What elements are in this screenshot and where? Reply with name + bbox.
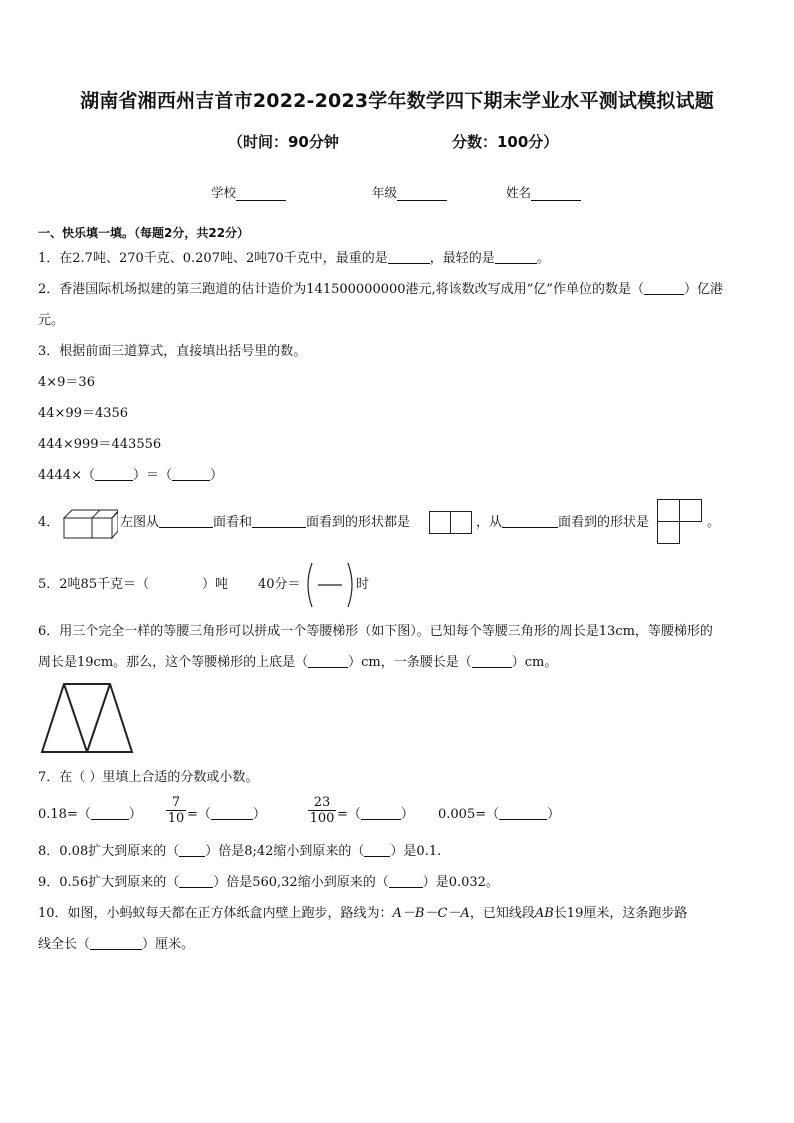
q3-intro: 3．根据前面三道算式，直接填出括号里的数。 (38, 344, 307, 359)
q7-blank-3[interactable] (361, 806, 401, 820)
q4-blank-2[interactable] (252, 514, 306, 528)
q7-p2-b: ） (252, 807, 266, 822)
name-field (506, 183, 581, 201)
q4-text-d: ，从 (476, 515, 503, 530)
q6-text-a: 周长是19cm。那么，这个等腰梯形的上底是（ (38, 655, 309, 670)
q3-eq4-c: ） (210, 468, 224, 483)
q6-line2 (38, 654, 557, 672)
name-blank[interactable] (531, 186, 581, 201)
q7-p1-b: ） (128, 807, 142, 822)
q1-blank-2[interactable] (495, 250, 537, 264)
q7-fraction-2 (308, 795, 336, 826)
q7-p4-a: 0.005=（ (438, 807, 500, 822)
q8-text-b: ）倍是8;42缩小到原来的（ (205, 844, 365, 859)
q7-p3-a: =（ (337, 807, 361, 822)
q8-text-a: 8．0.08扩大到原来的（ (38, 844, 180, 859)
question-8 (38, 843, 441, 861)
q9-blank-2[interactable] (389, 874, 423, 888)
q7-blank-2[interactable] (211, 806, 253, 820)
q10-text-a: 10．如图，小蚂蚁每天都在正方体纸盒内壁上跑步，路线为： (38, 906, 393, 921)
question-10 (38, 905, 687, 923)
q8-text-c: ）是0.1. (390, 844, 442, 859)
q2-text-b: ）亿港 (683, 282, 723, 297)
l-shape (657, 499, 705, 545)
q4-blank-1[interactable] (159, 514, 213, 528)
q7-p2-a: =（ (187, 807, 211, 822)
q8-blank-1[interactable] (179, 843, 205, 857)
q8-blank-2[interactable] (364, 843, 390, 857)
q2-text-a: 2．香港国际机场拟建的第三跑道的估计造价为141500000000港元,将该数改写成用“亿”作单位的数是（ (38, 282, 644, 297)
q7-p1-a: 0.18=（ (38, 807, 91, 822)
q7-fraction-1 (166, 795, 186, 826)
exam-time: （时间：90分钟 (228, 133, 339, 151)
q4-num: 4． (38, 515, 60, 530)
q7-f2-denominator: 100 (309, 811, 335, 826)
q7-blank-4[interactable] (499, 806, 547, 820)
q9-text-b: ）倍是560,32缩小到原来的（ (213, 875, 389, 890)
q3-blank-1[interactable] (95, 467, 133, 481)
two-squares-shape (429, 511, 473, 535)
q10-route: A－B－C－A (392, 906, 470, 921)
q6-blank-1[interactable] (308, 654, 348, 668)
q7-part4 (438, 806, 560, 824)
q9-text-a: 9．0.56扩大到原来的（ (38, 875, 180, 890)
q7-part2 (187, 806, 266, 824)
q2-text-c: 元。 (38, 313, 65, 328)
q3-eq2: 44×99＝4356 (38, 406, 129, 421)
q5-text-a: 5．2吨85千克＝（ (38, 577, 150, 592)
q9-blank-1[interactable] (179, 874, 213, 888)
q5-fraction-blank[interactable] (304, 561, 356, 609)
q10-text-e: ）厘米。 (142, 937, 195, 952)
grade-label: 年级 (372, 185, 398, 200)
q4-text-c: 面看到的形状都是 (306, 515, 411, 530)
q7-f2-numerator: 23 (308, 795, 336, 811)
q3-eq1: 4×9＝36 (38, 375, 95, 390)
q5-text-d: 时 (356, 577, 370, 592)
q6-text-c: ）cm。 (511, 655, 558, 670)
q1-text-a: 1．在2.7吨、270千克、0.207吨、2吨70千克中，最重的是 (38, 251, 388, 266)
q3-blank-2[interactable] (172, 467, 210, 481)
q10-text-d: 线全长（ (38, 937, 91, 952)
cube-figure (62, 506, 118, 540)
question-4 (120, 514, 410, 532)
q7-blank-1[interactable] (91, 806, 129, 820)
q7-part1 (38, 806, 142, 824)
q7-part3 (337, 806, 414, 824)
trapezoid-figure (40, 682, 134, 754)
q5-text-c: 40分＝ (258, 577, 301, 592)
q6-blank-2[interactable] (472, 654, 512, 668)
q4-text-e: 面看到的形状是 (558, 515, 650, 530)
q3-eq4-b: ）＝（ (132, 468, 172, 483)
q6-line1: 6．用三个完全一样的等腰三角形可以拼成一个等腰梯形（如下图）。已知每个等腰三角形的周长是13cm，等腰梯形的 (38, 624, 713, 639)
exam-score: 分数：100分） (452, 133, 559, 151)
q1-text-b: ，最轻的是 (429, 251, 495, 266)
q10-text-b: ，已知线段 (469, 906, 535, 921)
q3-eq3: 444×999＝443556 (38, 437, 162, 452)
question-1 (38, 250, 550, 268)
q7-p3-b: ） (400, 807, 414, 822)
name-label: 姓名 (506, 185, 532, 200)
grade-field (372, 183, 447, 201)
q10-segment: AB (534, 906, 554, 921)
q2-blank[interactable] (644, 281, 684, 295)
school-field (211, 183, 286, 201)
q4-text-a: 左图从 (120, 515, 160, 530)
q1-blank-1[interactable] (388, 250, 430, 264)
q4-text-b: 面看和 (213, 515, 253, 530)
q4-text-f: 。 (707, 515, 721, 530)
school-blank[interactable] (236, 186, 286, 201)
question-2 (38, 281, 723, 299)
page-title: 湖南省湘西州吉首市2022-2023学年数学四下期末学业水平测试模拟试题 (80, 90, 714, 112)
q7-f1-denominator: 10 (167, 811, 185, 826)
question-4b (476, 514, 649, 532)
school-label: 学校 (211, 185, 237, 200)
q10-text-c: 长19厘米，这条跑步路 (553, 906, 688, 921)
q10-line2 (38, 936, 194, 954)
q7-f1-numerator: 7 (166, 795, 186, 811)
section-heading: 一、快乐填一填。（每题2分，共22分） (38, 226, 250, 240)
q10-blank[interactable] (90, 936, 142, 950)
grade-blank[interactable] (397, 186, 447, 201)
q6-text-b: ）cm，一条腰长是（ (348, 655, 472, 670)
q4-blank-3[interactable] (502, 514, 558, 528)
q7-p4-b: ） (547, 807, 561, 822)
q1-text-c: 。 (536, 251, 550, 266)
question-9 (38, 874, 499, 892)
q9-text-c: ）是0.032。 (422, 875, 499, 890)
q3-eq4-a: 4444×（ (38, 468, 95, 483)
q7-intro: 7．在（ ）里填上合适的分数或小数。 (38, 770, 259, 785)
q3-eq4 (38, 467, 223, 485)
q5-text-b: ）吨 (202, 577, 229, 592)
